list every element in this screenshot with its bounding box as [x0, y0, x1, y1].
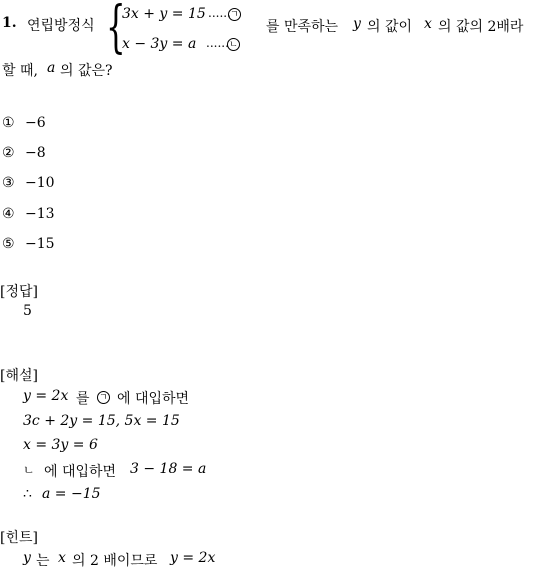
circled-giyeok-icon: ㄱ	[97, 391, 110, 404]
explanation-line5: a = −15	[42, 486, 101, 502]
choice-value: −13	[25, 206, 55, 222]
hint-var-y: y	[23, 550, 31, 566]
choice-mark: ②	[2, 145, 15, 161]
choice-value: −10	[25, 175, 55, 191]
nieun-icon: ㄴ	[23, 463, 35, 477]
question-prefix: 연립방정식	[27, 18, 95, 34]
explanation-line1-text2: 에 대입하면	[117, 391, 190, 407]
var-a: a	[47, 60, 56, 76]
choice-5[interactable]	[2, 236, 55, 252]
hint-eq: y = 2x	[170, 550, 216, 566]
equation-2: x − 3y = a	[122, 36, 197, 52]
circled-nieun-icon: ㄴ	[227, 38, 240, 51]
hint-text-2: 의 2 배이므로	[72, 553, 158, 569]
hint-text-1: 는	[36, 553, 50, 569]
answer-value: 5	[23, 303, 32, 319]
equation-1-dots: ......	[208, 6, 231, 20]
choice-value: −8	[25, 145, 46, 161]
therefore-icon: ∴	[23, 486, 32, 502]
choice-mark: ③	[2, 175, 15, 191]
equation-1: 3x + y = 15	[122, 6, 206, 22]
explanation-line4-eq: 3 − 18 = a	[130, 461, 207, 477]
choice-value: −6	[25, 115, 46, 131]
answer-heading: [정답]	[0, 284, 38, 300]
explanation-line1-eq: y = 2x	[23, 388, 69, 404]
choice-4[interactable]	[2, 206, 55, 222]
var-x: x	[424, 16, 432, 32]
circled-giyeok-icon: ㄱ	[228, 8, 241, 21]
explanation-line2: 3c + 2y = 15, 5x = 15	[23, 413, 180, 429]
hint-var-x: x	[58, 550, 66, 566]
choice-3[interactable]	[2, 175, 55, 191]
var-y: y	[353, 16, 361, 32]
choice-2[interactable]	[2, 145, 46, 161]
choice-mark: ①	[2, 115, 15, 131]
choice-value: −15	[25, 236, 55, 252]
equation-2-dots: ......	[206, 36, 229, 50]
question-text-2b: 의 값은?	[60, 63, 113, 79]
choice-mark: ④	[2, 206, 15, 222]
choice-mark: ⑤	[2, 236, 15, 252]
explanation-line3: x = 3y = 6	[23, 437, 98, 453]
explanation-heading: [해설]	[0, 368, 38, 384]
hint-heading: [힌트]	[0, 530, 38, 546]
question-number: 1.	[2, 15, 17, 31]
question-text-1c: 의 값의 2배라	[438, 19, 524, 35]
question-text-1b: 의 값이	[367, 19, 413, 35]
equation-brace: {	[106, 0, 126, 60]
question-text-1a: 를 만족하는	[266, 19, 339, 35]
choice-1[interactable]	[2, 115, 46, 131]
question-text-2a: 할 때,	[2, 63, 38, 79]
explanation-line4-text: 에 대입하면	[44, 464, 117, 480]
explanation-line1-text: 를	[76, 391, 90, 407]
